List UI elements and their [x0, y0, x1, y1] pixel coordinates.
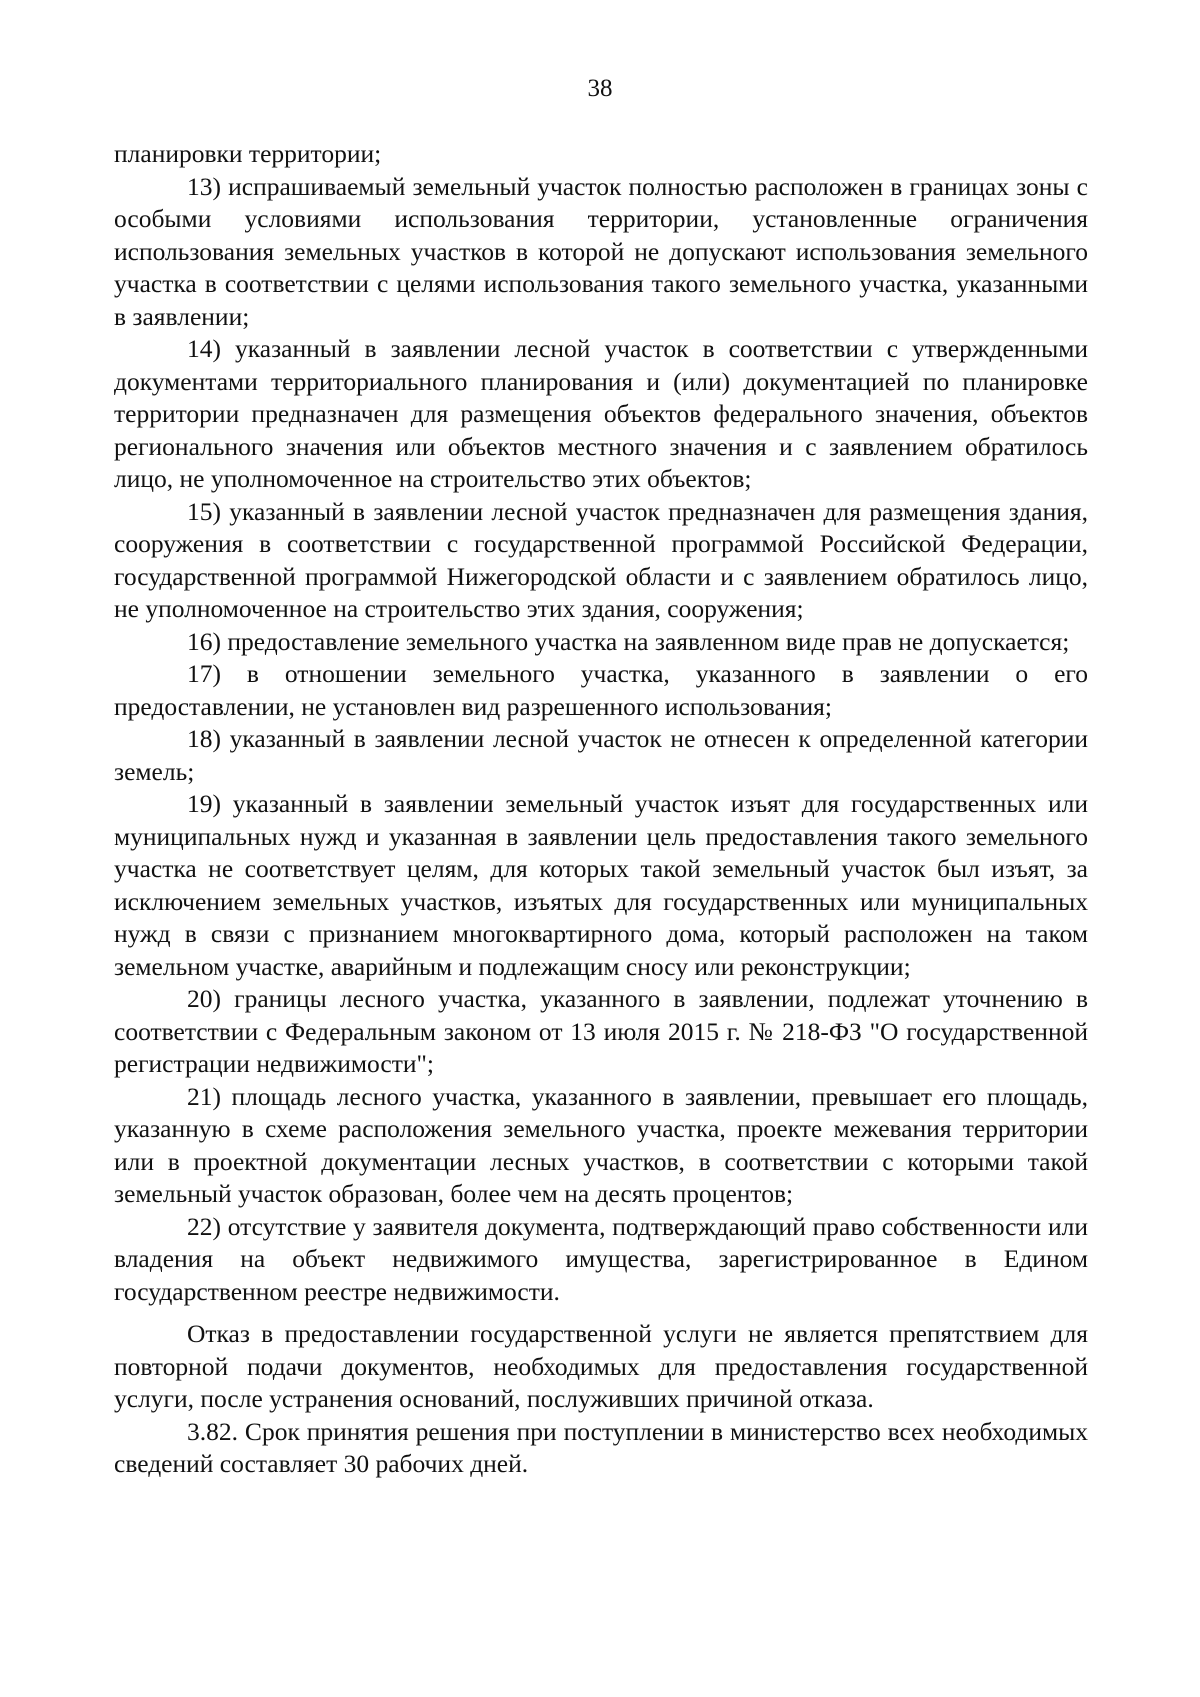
- paragraph-item-14: 14) указанный в заявлении лесной участок в соответствии с утвержденными документами территориального планирования и (или) документацией по планировке территории предназначен для размещения объектов федерального значения, объектов регионального значения или объектов местного значения и с заявлением обратилось лицо, не уполномоченное на строительство этих объектов;: [114, 334, 1088, 493]
- document-body: [114, 138, 1088, 1481]
- page-number: 38: [587, 75, 613, 102]
- paragraph-item-16: 16) предоставление земельного участка на заявленном виде прав не допускается;: [187, 626, 1070, 656]
- paragraph-item-17: 17) в отношении земельного участка, указанного в заявлении о его предоставлении, не установлен вид разрешенного использования;: [114, 659, 1088, 721]
- paragraph-item-19: 19) указанный в заявлении земельный участок изъят для государственных или муниципальных нужд и указанная в заявлении цель предоставления такого земельного участка не соответствует целям, для которых такой земельный участок был изъят, за исключением земельных участков, изъятых для государственных или муниципальных нужд в связи с признанием многоквартирного дома, который расположен на таком земельном участке, аварийным и подлежащим сносу или реконструкции;: [114, 789, 1088, 981]
- paragraph-item-13: 13) испрашиваемый земельный участок полностью расположен в границах зоны с особыми условиями использования территории, установленные ограничения использования земельных участков в которой не допускают использования земельного участка в соответствии с целями использования такого земельного участка, указанными в заявлении;: [114, 171, 1088, 331]
- paragraph-refusal-note: Отказ в предоставлении государственной услуги не является препятствием для повторной подачи документов, необходимых для предоставления государственной услуги, после устранения оснований, послуживших причиной отказа.: [114, 1319, 1088, 1413]
- paragraph-item-15: 15) указанный в заявлении лесной участок предназначен для размещения здания, сооружения в соответствии с государственной программой Российской Федерации, государственной программой Нижегородской области и с заявлением обратилось лицо, не уполномоченное на строительство этих здания, сооружения;: [114, 496, 1088, 623]
- paragraph-item-21: 21) площадь лесного участка, указанного в заявлении, превышает его площадь, указанную в схеме расположения земельного участка, проекте межевания территории или в проектной документации лесных участков, в соответствии с которыми такой земельный участок образован, более чем на десять процентов;: [114, 1081, 1088, 1208]
- paragraph-item-22: 22) отсутствие у заявителя документа, подтверждающий право собственности или владения на объект недвижимого имущества, зарегистрированное в Едином государственном реестре недвижимости.: [114, 1211, 1088, 1306]
- paragraph-item-18: 18) указанный в заявлении лесной участок не отнесен к определенной категории земель;: [114, 724, 1088, 786]
- paragraph-continuation: планировки территории;: [114, 139, 382, 168]
- paragraph-item-20: 20) границы лесного участка, указанного в заявлении, подлежат уточнению в соответствии с Федеральным законом от 13 июля 2015 г. № 218-ФЗ "О государственной регистрации недвижимости";: [114, 984, 1088, 1078]
- paragraph-section-3-82: 3.82. Срок принятия решения при поступлении в министерство всех необходимых сведений составляет 30 рабочих дней.: [114, 1416, 1088, 1478]
